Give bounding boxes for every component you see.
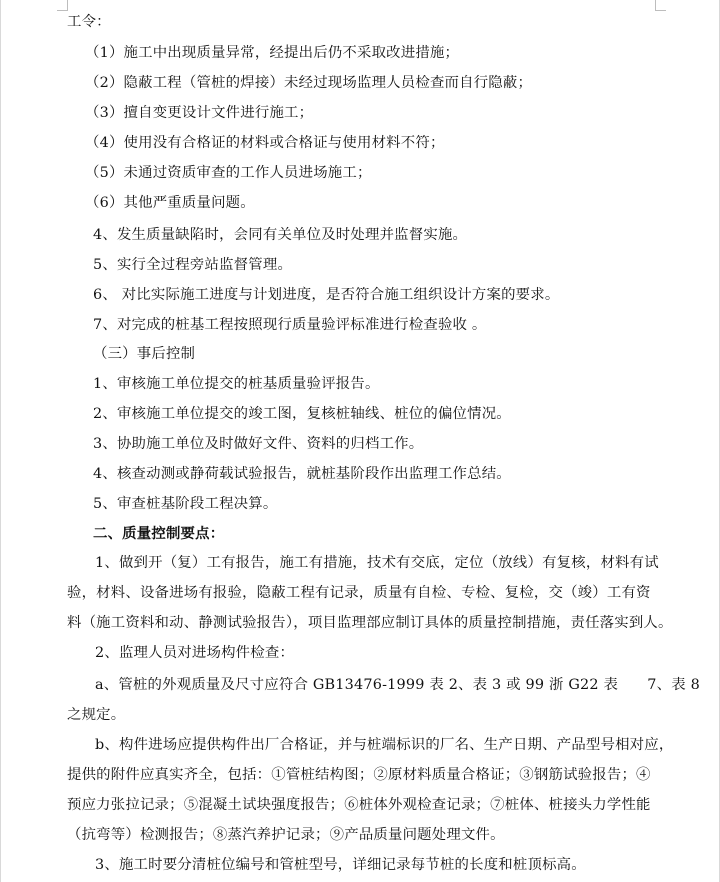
text-line: 4、发生质量缺陷时，会同有关单位及时处理并监督实施。 [93,227,468,243]
text-line: 验，材料、设备进场有报验，隐蔽工程有记录，质量有自检、专检、复检，交（竣）工有资 [67,585,651,601]
section-heading: 二、质量控制要点： [93,525,225,542]
page-corner-mark [57,0,68,11]
text-line: （1）施工中出现质量异常，经提出后仍不采取改进措施； [85,45,460,61]
text-line: 3、施工时要分清桩位编号和管桩型号，详细记录每节桩的长度和桩顶标高。 [95,857,586,873]
text-line: a、管桩的外观质量及尺寸应符合 GB13476-1999 表 2、表 3 或 99 浙 G22 表 7、表 8 [95,677,700,693]
text-line: 3、协助施工单位及时做好文件、资料的归档工作。 [93,436,424,452]
section-heading: （三）事后控制 [93,346,196,362]
text-line: 7、对完成的桩基工程按照现行质量验评标准进行检查验收 。 [93,317,487,333]
text-line: （2）隐蔽工程（管桩的焊接）未经过现场监理人员检查而自行隐蔽； [85,75,533,91]
text-line: b、构件进场应提供构件出厂合格证，并与桩端标识的厂名、生产日期、产品型号相对应， [95,737,674,753]
text-line: 2、审核施工单位提交的竣工图，复核桩轴线、桩位的偏位情况。 [93,406,511,422]
text-line: 工令： [67,14,111,30]
text-line: 料（施工资料和动、静测试验报告），项目监理部应制订具体的质量控制措施，责任落实到人。 [67,615,673,631]
text-line: （4）使用没有合格证的材料或合格证与使用材料不符； [85,135,445,151]
page-corner-mark [655,0,666,11]
text-line: 之规定。 [67,707,126,723]
text-line: （6）其他严重质量问题。 [85,195,255,211]
text-line: 2、监理人员对进场构件检查： [95,645,295,661]
text-line: 4、核查动测或静荷载试验报告，就桩基阶段作出监理工作总结。 [93,466,511,482]
text-line: 1、做到开（复）工有报告，施工有措施，技术有交底，定位（放线）有复核，材料有试 [95,555,659,571]
text-line: （3）擅自变更设计文件进行施工； [85,105,314,121]
text-line: （抗弯等）检测报告；⑧蒸汽养护记录；⑨产品质量问题处理文件。 [67,827,505,843]
text-line: 提供的附件应真实齐全，包括：①管桩结构图；②原材料质量合格证；③钢筋试验报告；④ [67,767,651,783]
text-line: 5、审查桩基阶段工程决算。 [93,496,278,512]
text-line: 6、 对比实际施工进度与计划进度，是否符合施工组织设计方案的要求。 [93,287,560,303]
text-line: 预应力张拉记录；⑤混凝土试块强度报告；⑥桩体外观检查记录；⑦桩体、桩接头力学性能 [67,797,651,813]
text-line: （5）未通过资质审查的工作人员进场施工； [85,165,372,181]
text-line: 5、实行全过程旁站监督管理。 [93,257,293,273]
text-line: 1、审核施工单位提交的桩基质量验评报告。 [93,376,380,392]
